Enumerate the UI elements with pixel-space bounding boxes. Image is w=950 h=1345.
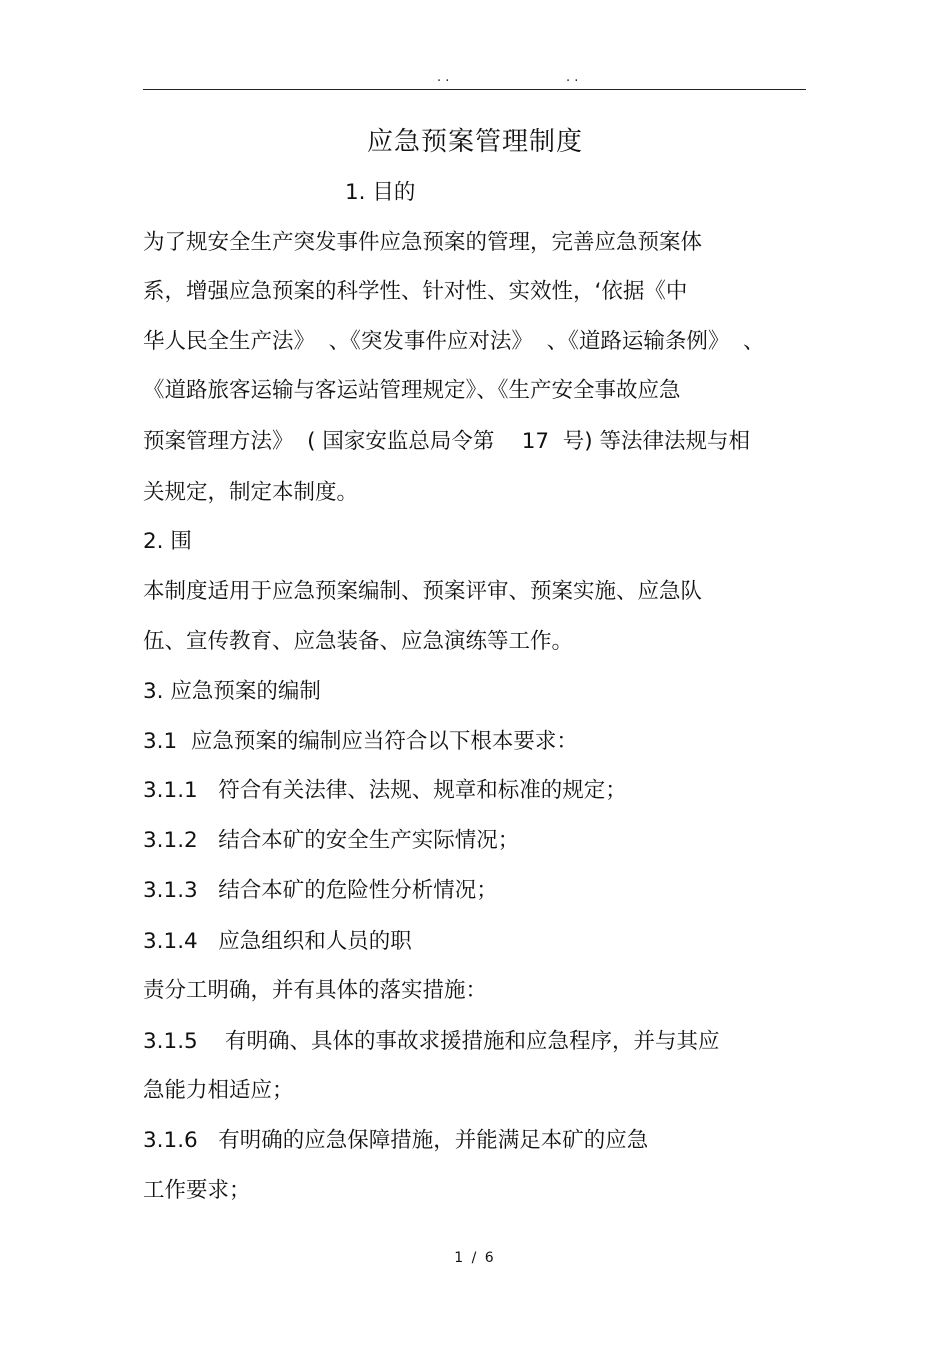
clause-3-1-6: 3.1.6 有明确的应急保障措施，并能满足本矿的应急: [143, 1128, 649, 1153]
heading-preparation: 3. 应急预案的编制: [143, 679, 321, 704]
paragraph-line: 为了规安全生产突发事件应急预案的管理，完善应急预案体: [143, 230, 703, 255]
paragraph-line: 责分工明确，并有具体的落实措施：: [143, 978, 488, 1003]
document-title: 应急预案管理制度: [366, 127, 583, 157]
header-rule: [143, 89, 806, 90]
paragraph-line: 系，增强应急预案的科学性、针对性、实效性，‘依据《中: [143, 279, 688, 304]
paragraph-line: 关规定，制定本制度。: [143, 480, 359, 505]
paragraph-line: 预案管理方法》 ( 国家安监总局令第 17 号) 等法律法规与相: [143, 429, 750, 454]
paragraph-line: 《道路旅客运输与客运站管理规定》、《生产安全事故应急: [143, 378, 681, 403]
clause-3-1-1: 3.1.1 符合有关法律、法规、规章和标准的规定；: [143, 778, 627, 803]
paragraph-line: 本制度适用于应急预案编制、预案评审、预案实施、应急队: [143, 579, 703, 604]
clause-3-1-3: 3.1.3 结合本矿的危险性分析情况；: [143, 878, 498, 903]
header-dots-left: . .: [437, 70, 450, 85]
clause-3-1: 3.1 应急预案的编制应当符合以下根本要求：: [143, 729, 578, 754]
paragraph-line: 华人民全生产法》 、《突发事件应对法》 、《道路运输条例》 、: [143, 329, 765, 354]
header-dots-right: . .: [566, 70, 579, 85]
paragraph-line: 伍、宣传教育、应急装备、应急演练等工作。: [143, 629, 574, 654]
paragraph-line: 工作要求；: [143, 1178, 251, 1203]
clause-3-1-5: 3.1.5 有明确、具体的事故求援措施和应急程序，并与其应: [143, 1029, 720, 1054]
clause-3-1-2: 3.1.2 结合本矿的安全生产实际情况；: [143, 828, 520, 853]
paragraph-line: 急能力相适应；: [143, 1078, 294, 1103]
heading-scope: 2. 围: [143, 529, 192, 554]
page-number: 1 / 6: [454, 1250, 496, 1266]
heading-purpose: 1. 目的: [345, 180, 416, 205]
clause-3-1-4: 3.1.4 应急组织和人员的职: [143, 929, 412, 954]
